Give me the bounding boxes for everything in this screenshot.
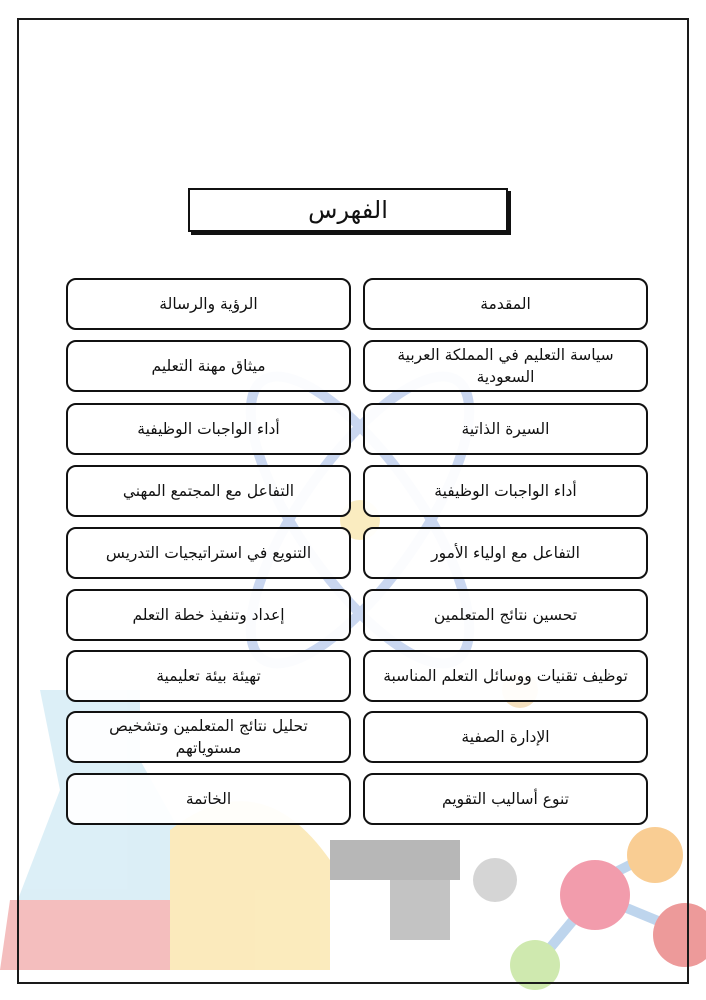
toc-item: التنويع في استراتيجيات التدريس (66, 527, 351, 579)
toc-item: أداء الواجبات الوظيفية (363, 465, 648, 517)
toc-item: توظيف تقنيات ووسائل التعلم المناسبة (363, 650, 648, 702)
toc-item: السيرة الذاتية (363, 403, 648, 455)
toc-item: ميثاق مهنة التعليم (66, 340, 351, 392)
toc-item: إعداد وتنفيذ خطة التعلم (66, 589, 351, 641)
toc-item: تهيئة بيئة تعليمية (66, 650, 351, 702)
toc-item: تنوع أساليب التقويم (363, 773, 648, 825)
toc-item: الإدارة الصفية (363, 711, 648, 763)
toc-item: التفاعل مع اولياء الأمور (363, 527, 648, 579)
toc-item: التفاعل مع المجتمع المهني (66, 465, 351, 517)
toc-item: أداء الواجبات الوظيفية (66, 403, 351, 455)
toc-item: تحسين نتائج المتعلمين (363, 589, 648, 641)
toc-item: تحليل نتائج المتعلمين وتشخيص مستوياتهم (66, 711, 351, 763)
toc-item: الرؤية والرسالة (66, 278, 351, 330)
toc-item: المقدمة (363, 278, 648, 330)
page-title: الفهرس (188, 188, 508, 232)
toc-item: الخاتمة (66, 773, 351, 825)
toc-item: سياسة التعليم في المملكة العربية السعودية (363, 340, 648, 392)
